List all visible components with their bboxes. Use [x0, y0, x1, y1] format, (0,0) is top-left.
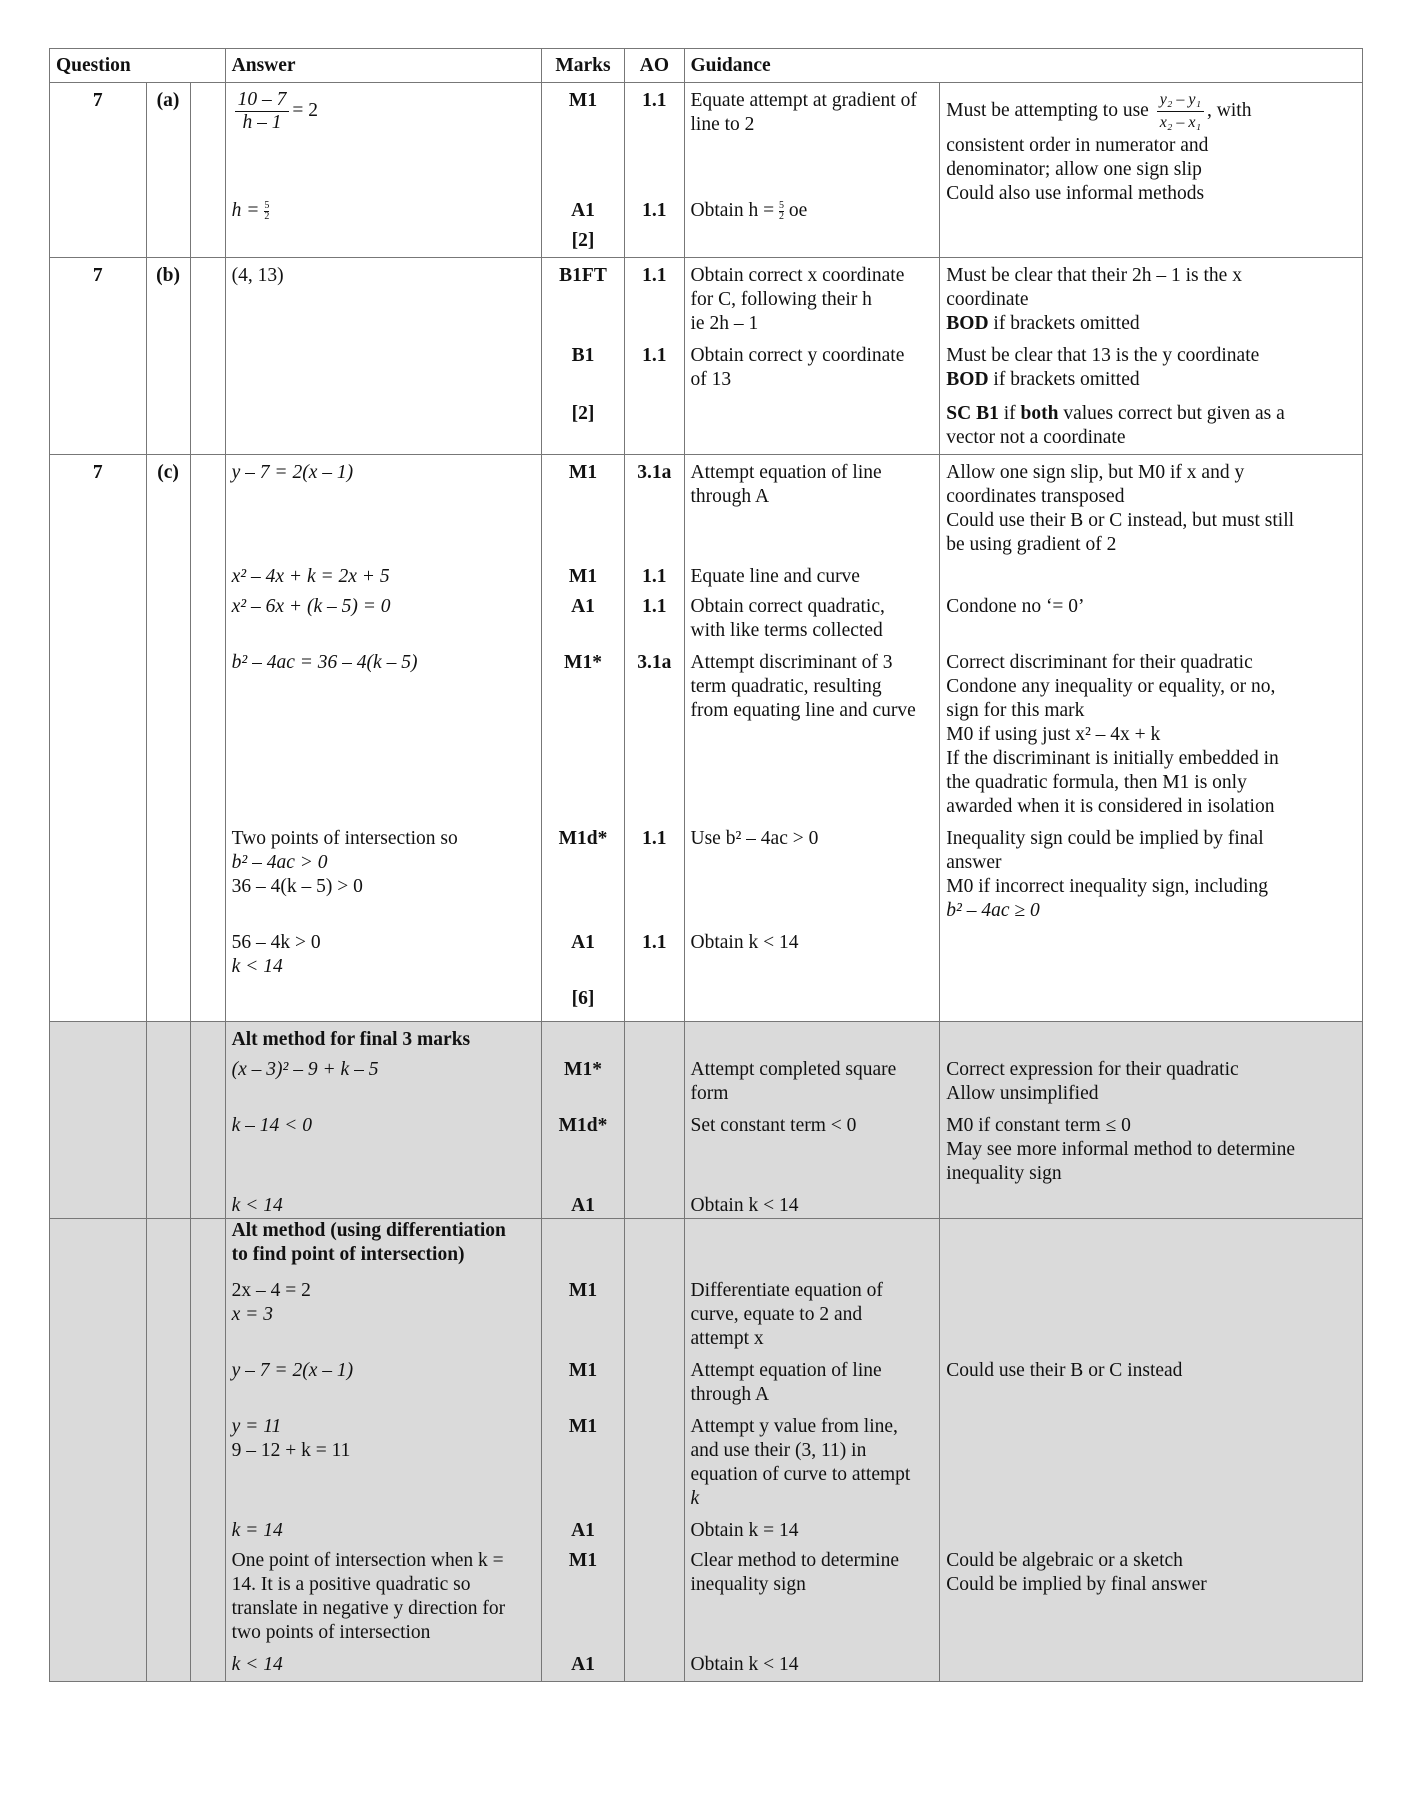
- alt2-guidance-3: Attempt y value from line, and use their (3, 11) in equation of curve to attempt k: [684, 1415, 940, 1519]
- q7c-guidance-6: Obtain k < 14: [684, 931, 940, 987]
- q7a-ao-2: 1.1: [625, 199, 684, 223]
- q7b-answer: (4, 13): [225, 258, 541, 345]
- alt1-guidance-2: Set constant term < 0: [684, 1114, 940, 1194]
- q7c-row-6: [50, 931, 1363, 987]
- q7b-guidance-2: Obtain correct y coordinate of 13: [684, 344, 940, 402]
- q7b-total: [2]: [541, 402, 624, 455]
- q7b-total-row: [50, 402, 1363, 455]
- q7c-mark-5: M1d*: [541, 827, 624, 931]
- alt2-mark-2: M1: [541, 1359, 624, 1415]
- q7b-mark-1: B1FT: [541, 258, 624, 345]
- q7b-row-2: [50, 344, 1363, 402]
- alt2-row-6: [50, 1653, 1363, 1682]
- q7b-extra-2: Must be clear that 13 is the y coordinate BOD if brackets omitted: [940, 344, 1363, 402]
- q7c-ao-3: 1.1: [625, 595, 684, 651]
- q7c-total: [6]: [541, 987, 624, 1022]
- alt1-answer-2: k – 14 < 0: [225, 1114, 541, 1194]
- alt2-row-1: [50, 1273, 1363, 1359]
- q7a-number: 7: [50, 83, 147, 200]
- alt2-title-row: [50, 1219, 1363, 1274]
- q7a-ao-1: 1.1: [625, 83, 684, 200]
- q7c-mark-1: M1: [541, 455, 624, 566]
- alt1-mark-1: M1*: [541, 1058, 624, 1114]
- alt2-guidance-4: Obtain k = 14: [684, 1519, 940, 1549]
- alt2-mark-3: M1: [541, 1415, 624, 1519]
- alt2-guidance-2: Attempt equation of line through A: [684, 1359, 940, 1415]
- q7a-answer-1: $\frac{10 - 7}{h - 1}$ = 2: [225, 83, 541, 200]
- q7c-ao-4: 3.1a: [625, 651, 684, 827]
- alt1-mark-3: A1: [541, 1194, 624, 1219]
- q7c-mark-6: A1: [541, 931, 624, 987]
- q7c-ao-1: 3.1a: [625, 455, 684, 566]
- alt2-extra-5: Could be algebraic or a sketch Could be implied by final answer: [940, 1549, 1363, 1653]
- alt1-mark-2: M1d*: [541, 1114, 624, 1194]
- q7c-extra-3: Condone no ‘= 0’: [940, 595, 1363, 651]
- alt1-extra-1: Correct expression for their quadratic Allow unsimplified: [940, 1058, 1363, 1114]
- alt2-mark-1: M1: [541, 1273, 624, 1359]
- q7a-total: [2]: [541, 223, 624, 258]
- q7c-row-1: [50, 455, 1363, 566]
- alt1-row-2: [50, 1114, 1363, 1194]
- q7a-mark-2: A1: [541, 199, 624, 223]
- q7c-guidance-1: Attempt equation of line through A: [684, 455, 940, 566]
- alt1-title: Alt method for final 3 marks: [225, 1022, 541, 1059]
- alt1-row-1: [50, 1058, 1363, 1114]
- q7c-part: (c): [146, 455, 190, 566]
- q7c-row-5: [50, 827, 1363, 931]
- alt2-guidance-5: Clear method to determine inequality sign: [684, 1549, 940, 1653]
- q7c-row-2: [50, 565, 1363, 595]
- q7c-extra-1: Allow one sign slip, but M0 if x and y coordinates transposed Could use their B or C instead, but must still be using gradient of 2: [940, 455, 1363, 566]
- alt2-title: Alt method (using differentiation to find point of intersection): [225, 1219, 541, 1274]
- mark-scheme-table: [49, 48, 1363, 1682]
- q7c-row-4: [50, 651, 1363, 827]
- q7c-total-row: [50, 987, 1363, 1022]
- q7c-answer-6: 56 – 4k > 0 k < 14: [225, 931, 541, 987]
- q7c-row-3: [50, 595, 1363, 651]
- q7c-ao-2: 1.1: [625, 565, 684, 595]
- q7b-guidance-1: Obtain correct x coordinate for C, following their h ie 2h – 1: [684, 258, 940, 345]
- alt2-answer-1: 2x – 4 = 2 x = 3: [225, 1273, 541, 1359]
- q7b-extra-1: Must be clear that their 2h – 1 is the x coordinate BOD if brackets omitted: [940, 258, 1363, 345]
- q7c-mark-2: M1: [541, 565, 624, 595]
- alt2-answer-3: y = 11 9 – 12 + k = 11: [225, 1415, 541, 1519]
- header-row: [50, 49, 1363, 83]
- header-ao: AO: [625, 49, 684, 83]
- alt1-extra-2: M0 if constant term ≤ 0 May see more informal method to determine inequality sign: [940, 1114, 1363, 1194]
- q7a-row-1: [50, 83, 1363, 200]
- q7b-number: 7: [50, 258, 147, 345]
- q7c-answer-4: b² – 4ac = 36 – 4(k – 5): [225, 651, 541, 827]
- q7c-answer-3: x² – 6x + (k – 5) = 0: [225, 595, 541, 651]
- q7c-answer-5: Two points of intersection so b² – 4ac > 0 36 – 4(k – 5) > 0: [225, 827, 541, 931]
- q7c-answer-1: y – 7 = 2(x – 1): [225, 455, 541, 566]
- q7c-answer-2: x² – 4x + k = 2x + 5: [225, 565, 541, 595]
- alt2-guidance-1: Differentiate equation of curve, equate to 2 and attempt x: [684, 1273, 940, 1359]
- q7b-special-case: SC B1 if both values correct but given as a vector not a coordinate: [940, 402, 1363, 455]
- header-marks: Marks: [541, 49, 624, 83]
- alt2-mark-5: M1: [541, 1549, 624, 1653]
- q7c-number: 7: [50, 455, 147, 566]
- q7a-extra: Must be attempting to use $\frac{\text{y₂ – y₁}}{\text{x₂ – x₁}}$ , with consistent order in numerator and denominator; allow one sign slip Could also use informal methods: [940, 83, 1363, 258]
- alt2-row-3: [50, 1415, 1363, 1519]
- alt1-guidance-1: Attempt completed square form: [684, 1058, 940, 1114]
- alt2-row-4: [50, 1519, 1363, 1549]
- alt2-answer-5: One point of intersection when k = 14. It is a positive quadratic so translate in negative y direction for two points of intersection: [225, 1549, 541, 1653]
- q7b-part: (b): [146, 258, 190, 345]
- gradient-fraction: $\frac{10 - 7}{h - 1}$: [235, 89, 290, 134]
- gradient-formula: $\frac{\text{y₂ – y₁}}{\text{x₂ – x₁}}$: [1157, 89, 1204, 134]
- q7a-part: (a): [146, 83, 190, 200]
- alt2-answer-4: k = 14: [225, 1519, 541, 1549]
- alt1-answer-3: k < 14: [225, 1194, 541, 1219]
- q7a-answer-2: h = $\frac{5}{2}$: [225, 199, 541, 223]
- q7c-extra-5: Inequality sign could be implied by final answer M0 if incorrect inequality sign, including b² – 4ac ≥ 0: [940, 827, 1363, 931]
- alt1-answer-1: (x – 3)² – 9 + k – 5: [225, 1058, 541, 1114]
- header-guidance: Guidance: [684, 49, 1363, 83]
- q7c-guidance-3: Obtain correct quadratic, with like terms collected: [684, 595, 940, 651]
- q7a-guidance-1: Equate attempt at gradient of line to 2: [684, 83, 940, 200]
- header-question: Question: [50, 49, 226, 83]
- header-answer: Answer: [225, 49, 541, 83]
- alt2-answer-2: y – 7 = 2(x – 1): [225, 1359, 541, 1415]
- q7c-mark-3: A1: [541, 595, 624, 651]
- q7c-ao-5: 1.1: [625, 827, 684, 931]
- q7c-ao-6: 1.1: [625, 931, 684, 987]
- alt2-answer-6: k < 14: [225, 1653, 541, 1682]
- alt2-row-2: [50, 1359, 1363, 1415]
- q7a-guidance-2: Obtain h = $\frac{5}{2}$ oe: [684, 199, 940, 223]
- q7b-ao-1: 1.1: [625, 258, 684, 345]
- q7c-guidance-5: Use b² – 4ac > 0: [684, 827, 940, 931]
- alt1-title-row: [50, 1022, 1363, 1059]
- q7b-row-1: [50, 258, 1363, 345]
- q7b-mark-2: B1: [541, 344, 624, 402]
- alt2-extra-2: Could use their B or C instead: [940, 1359, 1363, 1415]
- q7c-mark-4: M1*: [541, 651, 624, 827]
- alt2-mark-6: A1: [541, 1653, 624, 1682]
- q7c-guidance-2: Equate line and curve: [684, 565, 940, 595]
- alt2-guidance-6: Obtain k < 14: [684, 1653, 940, 1682]
- alt2-mark-4: A1: [541, 1519, 624, 1549]
- alt1-row-3: [50, 1194, 1363, 1219]
- alt2-row-5: [50, 1549, 1363, 1653]
- q7c-extra-4: Correct discriminant for their quadratic Condone any inequality or equality, or no, sign for this mark M0 if using just x² – 4x + k If the discriminant is initially embedded in the quadratic formula, then M1 is only awarded when it is considered in isolation: [940, 651, 1363, 827]
- alt1-guidance-3: Obtain k < 14: [684, 1194, 940, 1219]
- mark-scheme-page: [49, 48, 1363, 1682]
- q7b-ao-2: 1.1: [625, 344, 684, 402]
- q7a-mark-1: M1: [541, 83, 624, 200]
- q7c-guidance-4: Attempt discriminant of 3 term quadratic, resulting from equating line and curve: [684, 651, 940, 827]
